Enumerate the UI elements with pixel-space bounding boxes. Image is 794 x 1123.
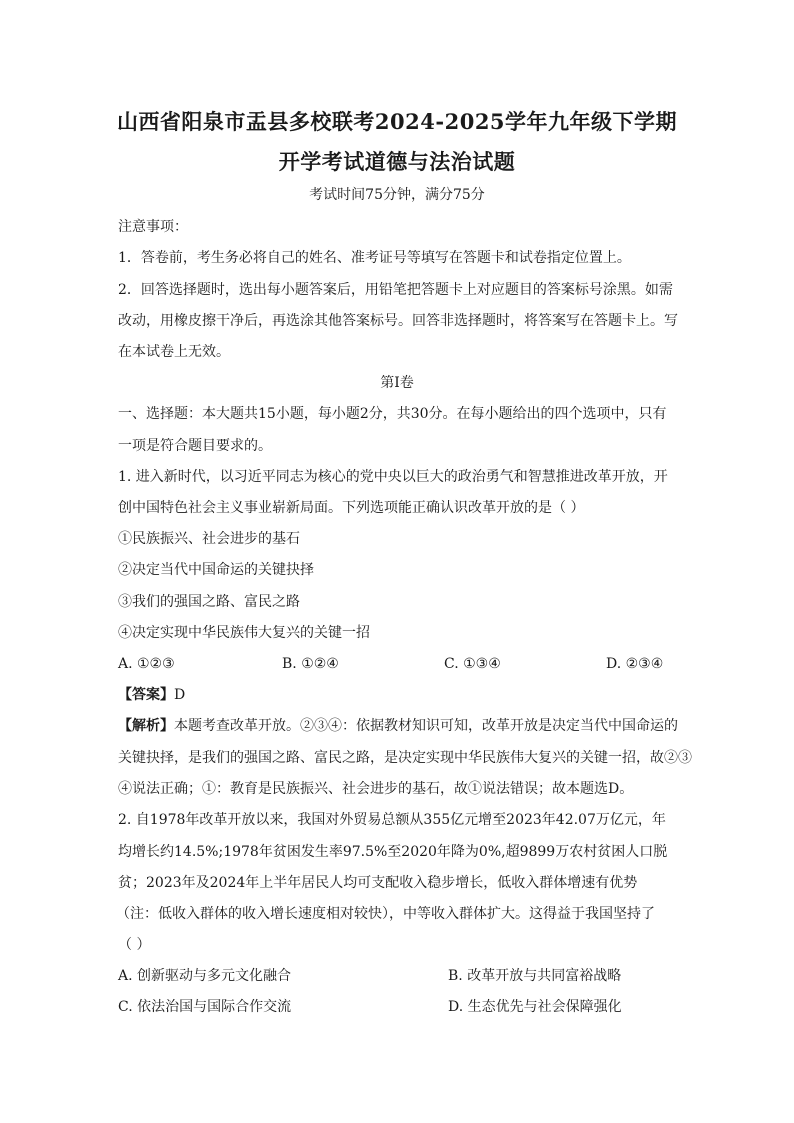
- question-1-analysis-line-3: ④说法正确；①：教育是民族振兴、社会进步的基石，故①说法错误；故本题选D。: [118, 781, 634, 797]
- question-2-stem-line-3: 贫；2023年及2024年上半年居民人均可支配收入稳步增长，低收入群体增速有优势: [118, 875, 638, 891]
- analysis-label: 【解析】: [118, 718, 174, 734]
- section-instruction-line-2: 一项是符合题目要求的。: [118, 438, 272, 454]
- question-2-stem-line-1: 2. 自1978年改革开放以来，我国对外贸易总额从355亿元增至2023年42.07万亿元，年: [118, 812, 666, 828]
- question-1-answer: [118, 685, 678, 705]
- question-1-option-a: A. ①②③: [118, 656, 175, 672]
- exam-title-line-2: 开学考试道德与法治试题: [278, 149, 516, 174]
- question-1-stem-line-1: 1. 进入新时代，以习近平同志为核心的党中央以巨大的政治勇气和智慧推进改革开放，开: [118, 469, 668, 485]
- question-1-option-c: C. ①③④: [444, 656, 501, 672]
- question-2-stem-line-5: （ ）: [118, 937, 151, 953]
- question-2-stem-line-4: （注：低收入群体的收入增长速度相对较快），中等收入群体扩大。这得益于我国坚持了: [116, 906, 655, 922]
- note-item-1: 1．答卷前，考生务必将自己的姓名、准考证号等填写在答题卡和试卷指定位置上。: [118, 250, 631, 266]
- question-2-option-a: A. 创新驱动与多元文化融合: [118, 968, 292, 984]
- note-item-2-line-1: 2．回答选择题时，选出每小题答案后，用铅笔把答题卡上对应题目的答案标号涂黑。如需: [118, 282, 673, 298]
- question-1-analysis-line-2: 关键抉择，是我们的强国之路、富民之路，是决定实现中华民族伟大复兴的关键一招，故②③: [118, 750, 692, 766]
- answer-value: D: [174, 687, 186, 703]
- question-1-option-b: B. ①②④: [282, 656, 339, 672]
- volume-label: 第Ⅰ卷: [380, 375, 414, 391]
- question-1-analysis-line-1: [118, 716, 678, 736]
- question-2-option-d: D. 生态优先与社会保障强化: [448, 999, 622, 1015]
- exam-title-line-1: 山西省阳泉市盂县多校联考2024-2025学年九年级下学期: [116, 109, 678, 134]
- question-2-option-b: B. 改革开放与共同富裕战略: [448, 968, 622, 984]
- note-item-2-line-3: 在本试卷上无效。: [118, 344, 230, 360]
- notes-heading: 注意事项：: [118, 219, 188, 235]
- question-1-option-d: D. ②③④: [606, 656, 664, 672]
- question-1-stem-line-2: 创中国特色社会主义事业崭新局面。下列选项能正确认识改革开放的是（ ）: [118, 500, 585, 516]
- question-1-statement-3: ③我们的强国之路、富民之路: [118, 594, 300, 610]
- question-1-statement-4: ④决定实现中华民族伟大复兴的关键一招: [118, 625, 370, 641]
- exam-info: 考试时间75分钟，满分75分: [309, 187, 485, 203]
- analysis-text-1: 本题考查改革开放。②③④：依据教材知识可知，改革开放是决定当代中国命运的: [174, 718, 678, 734]
- section-instruction-line-1: 一、选择题：本大题共15小题，每小题2分，共30分。在每小题给出的四个选项中，只有: [118, 406, 667, 422]
- question-1-statement-1: ①民族振兴、社会进步的基石: [118, 531, 300, 547]
- note-item-2-line-2: 改动，用橡皮擦干净后，再选涂其他答案标号。回答非选择题时，将答案写在答题卡上。写: [118, 313, 678, 329]
- question-2-stem-line-2: 均增长约14.5%;1978年贫困发生率97.5%至2020年降为0%,超9899万农村贫困人口脱: [118, 844, 668, 860]
- question-1-statement-2: ②决定当代中国命运的关键抉择: [118, 562, 314, 578]
- question-2-option-c: C. 依法治国与国际合作交流: [118, 999, 292, 1015]
- answer-label: 【答案】: [118, 687, 174, 703]
